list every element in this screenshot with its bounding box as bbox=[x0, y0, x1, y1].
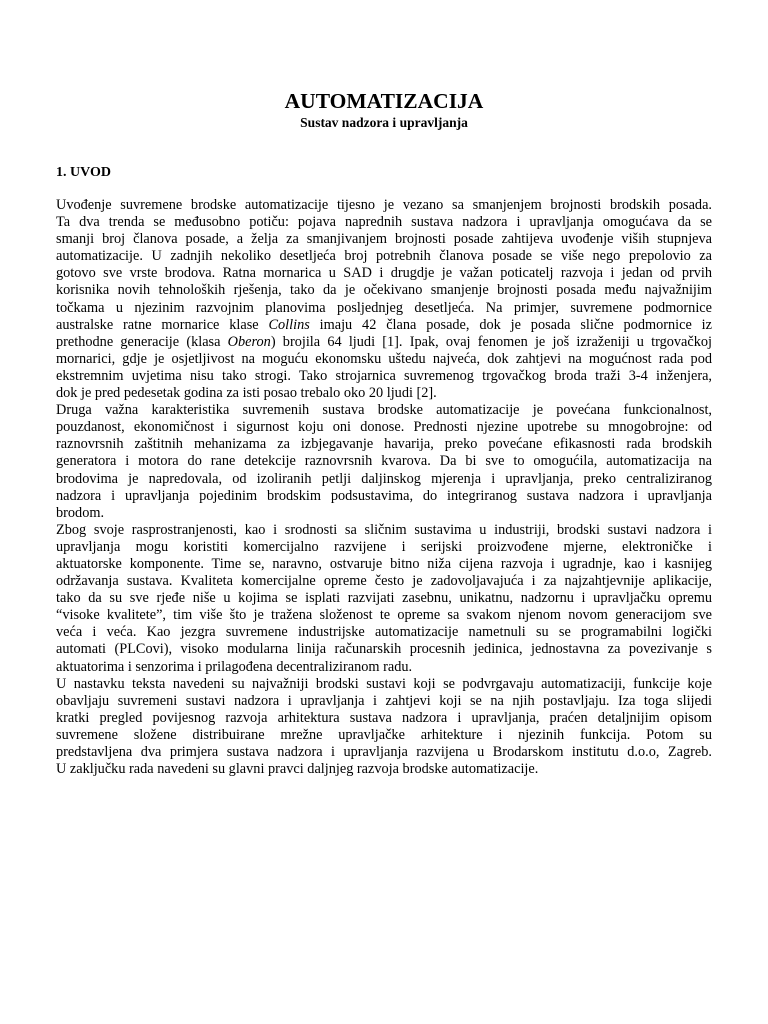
body-paragraph bbox=[56, 676, 712, 779]
paragraph-line: Uvođenje suvremene brodske automatizacije tijesno je vezano sa smanjenjem brojnosti brodskih posada. bbox=[56, 197, 712, 213]
paragraph-line: kratki pregled povijesnog razvoja arhitektura sustava nadzora i upravljanja, praćen detaljnijim opisom bbox=[56, 709, 712, 726]
paragraph-line: korisnika novih tehnoloških rješenja, tako da je očekivano smanjenje brojnosti posada među najvažnijim bbox=[56, 282, 712, 299]
paragraph-line: smanji broj članova posade, a želja za smanjivanjem brojnosti posade zahtijeva uvođenje viših stupnjeva bbox=[56, 231, 712, 248]
paragraph-line: Druga važna karakteristika suvremenih sustava brodske automatizacije je povećana funkcionalnost, bbox=[56, 402, 712, 419]
body-text bbox=[56, 197, 712, 778]
paragraph-line: aktuatorske komponente. Time se, naravno, ostvaruje bitno niža cijena razvoja i ugradnje, kao i kasnijeg bbox=[56, 555, 712, 572]
section-heading: 1. UVOD bbox=[56, 165, 111, 180]
paragraph-line: tako da su sve rjeđe niše u kojima se isplati razvijati zasebnu, unikatnu, nadzornu i upravljačku opremu bbox=[56, 590, 712, 607]
paragraph-line: prethodne generacije (klasa Oberon) brojila 64 ljudi [1]. Ipak, ovaj fenomen je još izraženiji u trgovačkoj bbox=[56, 333, 712, 350]
paragraph-line: točkama u njezinim razvojnim planovima posljednjeg desetljeća. Na primjer, suvremene podmornice bbox=[56, 299, 712, 316]
document-title: AUTOMATIZACIJA bbox=[284, 89, 484, 113]
paragraph-line: Zbog svoje rasprostranjenosti, kao i srodnosti sa sličnim sustavima u industriji, brodski sustavi nadzora i bbox=[56, 521, 712, 538]
paragraph-line: obavljaju suvremeni sustavi nadzora i upravljanja i zahtjevi koji se na njih postavljaju. Iza toga slijedi bbox=[56, 692, 712, 709]
paragraph-line: raznovrsnih zaštitnih mehanizama za izbjegavanje havarija, preko povećane efikasnosti rada brodskih bbox=[56, 436, 712, 453]
paragraph-line: predstavljena dva primjera sustava nadzora i upravljanja razvijena u Brodarskom institutu d.o.o, Zagreb. bbox=[56, 744, 712, 760]
paragraph-line: upravljanja mogu koristiti komercijalno razvijene i serijski proizvođene mjerne, elektroničke i bbox=[56, 538, 712, 555]
paragraph-line: ekstremnim uvjetima nisu tako strogi. Tako strojarnica suvremenog trgovačkog broda traži 3-4 inženjera, bbox=[56, 367, 712, 384]
paragraph-line: “visoke kvalitete”, tim više što je tražena složenost te opreme sa svakom njenom novom generacijom sve bbox=[56, 607, 712, 624]
paragraph-line: dok je pred pedesetak godina za isti posao trebalo oko 20 ljudi [2]. bbox=[56, 385, 437, 402]
paragraph-line: generatora i motora do rane detekcije raznovrsnih kvarova. Da bi sve to omogućila, automatizacija na bbox=[56, 453, 712, 470]
body-paragraph bbox=[56, 522, 712, 676]
paragraph-line: brodom. bbox=[56, 504, 105, 521]
paragraph-line: veća i veća. Kao jezgra suvremene industrijske automatizacije nametnuli su se programabilni logički bbox=[56, 624, 712, 641]
paragraph-line: automati (PLCovi), visoko modularna linija računarskih procesnih jedinica, jednostavna za povezivanje s bbox=[56, 641, 712, 658]
body-paragraph bbox=[56, 197, 712, 402]
body-paragraph bbox=[56, 402, 712, 522]
paragraph-line: suvremene složene distribuirane mrežne upravljačke arhitekture i njezinih funkcija. Potom su bbox=[56, 726, 712, 743]
paragraph-line: mornarici, gdje je osjetljivost na moguću ekonomsku uštedu najveća, dok zahtjevi na mogućnost rada pod bbox=[56, 350, 712, 367]
paragraph-line: Ta dva trenda se međusobno potiču: pojava naprednih sustava nadzora i upravljanja omogućava da se bbox=[56, 214, 712, 231]
paragraph-line: U nastavku teksta navedeni su najvažniji brodski sustavi koji se podvrgavaju automatizaciji, funkcije koje bbox=[56, 675, 712, 692]
paragraph-line: brodovima je napredovala, od izoliranih petlji daljinskog mjerenja i upravljanja, preko centraliziranog bbox=[56, 470, 712, 487]
paragraph-line: australske ratne mornarice klase Collins imaju 42 člana posade, dok je posada slične podmornice iz bbox=[56, 316, 712, 333]
paragraph-line: održavanja sustava. Kvaliteta komercijalne opreme često je zadovoljavajuća i za najzahtjevnije aplikacije, bbox=[56, 573, 712, 590]
paragraph-line: automatizacije. U zadnjih nekoliko desetljeća broj potrebnih članova posade se više nego prepolovio za bbox=[56, 248, 712, 265]
paragraph-line: nadzora i upravljanja pojedinim brodskim podsustavima, do integriranog sustava nadzora i upravljanja bbox=[56, 487, 712, 504]
paragraph-line: aktuatorima i senzorima i prilagođena decentraliziranom radu. bbox=[56, 658, 413, 675]
paragraph-line: U zaključku rada navedeni su glavni pravci daljnjeg razvoja brodske automatizacije. bbox=[56, 761, 539, 778]
paragraph-line: gotovo sve vrste brodova. Ratna mornarica u SAD i drugdje je važan poticatelj razvoja i jedan od prvih bbox=[56, 265, 712, 282]
paragraph-line: pouzdanost, ekonomičnost i sigurnost koju oni donose. Prednosti njezine upotrebe su mnogobrojne: od bbox=[56, 419, 712, 436]
document-subtitle: Sustav nadzora i upravljanja bbox=[300, 115, 468, 130]
